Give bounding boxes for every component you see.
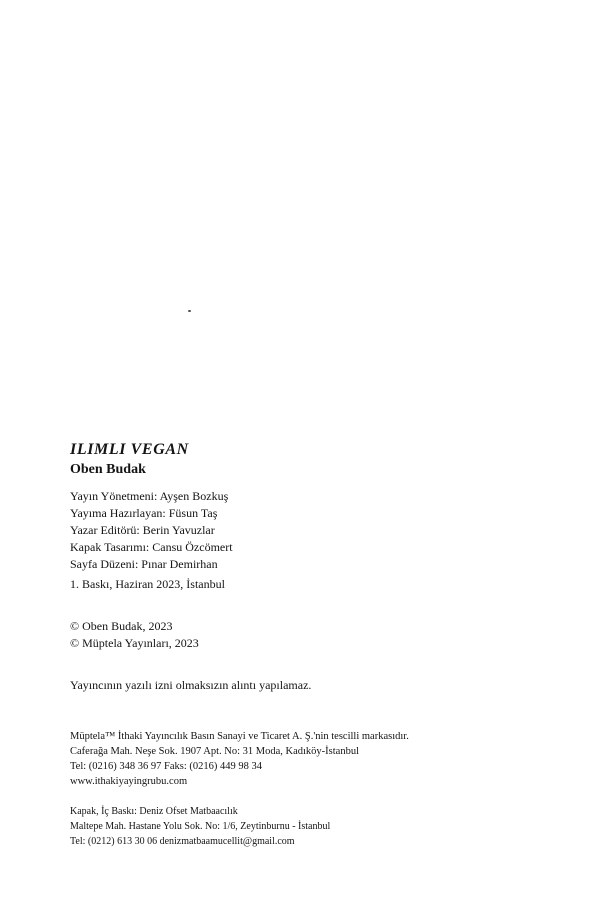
printer-contact: Tel: (0212) 613 30 06 denizmatbaamucellit@gmail.com [70, 836, 295, 847]
credit-page-layout: Sayfa Düzeni: Pınar Demirhan [70, 557, 218, 571]
printer-name: Kapak, İç Baskı: Deniz Ofset Matbaacılık [70, 806, 238, 817]
publisher-website: www.ithakiyayingrubu.com [70, 776, 188, 787]
copyright-author: © Oben Budak, 2023 [70, 619, 173, 633]
book-title: ILIMLI VEGAN [70, 441, 189, 458]
printer-info [70, 804, 570, 849]
publisher-info [70, 729, 570, 789]
publisher-address: Caferağa Mah. Neşe Sok. 1907 Apt. No: 31 Moda, Kadıköy-İstanbul [70, 746, 359, 757]
edition-line: 1. Baskı, Haziran 2023, İstanbul [70, 577, 225, 591]
printer-address: Maltepe Mah. Hastane Yolu Sok. No: 1/6, Zeytinburnu - İstanbul [70, 821, 331, 832]
copyright-publisher: © Müptela Yayınları, 2023 [70, 636, 199, 650]
copyright-notices [70, 618, 570, 652]
book-author: Oben Budak [70, 462, 146, 477]
credit-prepared-by: Yayıma Hazırlayan: Füsun Taş [70, 506, 218, 520]
credit-cover-design: Kapak Tasarımı: Cansu Özcömert [70, 540, 233, 554]
credits-list [70, 488, 570, 573]
publisher-trademark: Müptela™ İthaki Yayıncılık Basın Sanayi ve Ticaret A. Ş.'nin tescilli markasıdır. [70, 731, 409, 742]
rights-notice: Yayıncının yazılı izni olmaksızın alıntı yapılamaz. [70, 678, 312, 692]
publisher-phone: Tel: (0216) 348 36 97 Faks: (0216) 449 98 34 [70, 761, 263, 772]
credit-author-editor: Yazar Editörü: Berin Yavuzlar [70, 523, 215, 537]
print-speck [188, 310, 191, 312]
credit-publishing-director: Yayın Yönetmeni: Ayşen Bozkuş [70, 489, 229, 503]
